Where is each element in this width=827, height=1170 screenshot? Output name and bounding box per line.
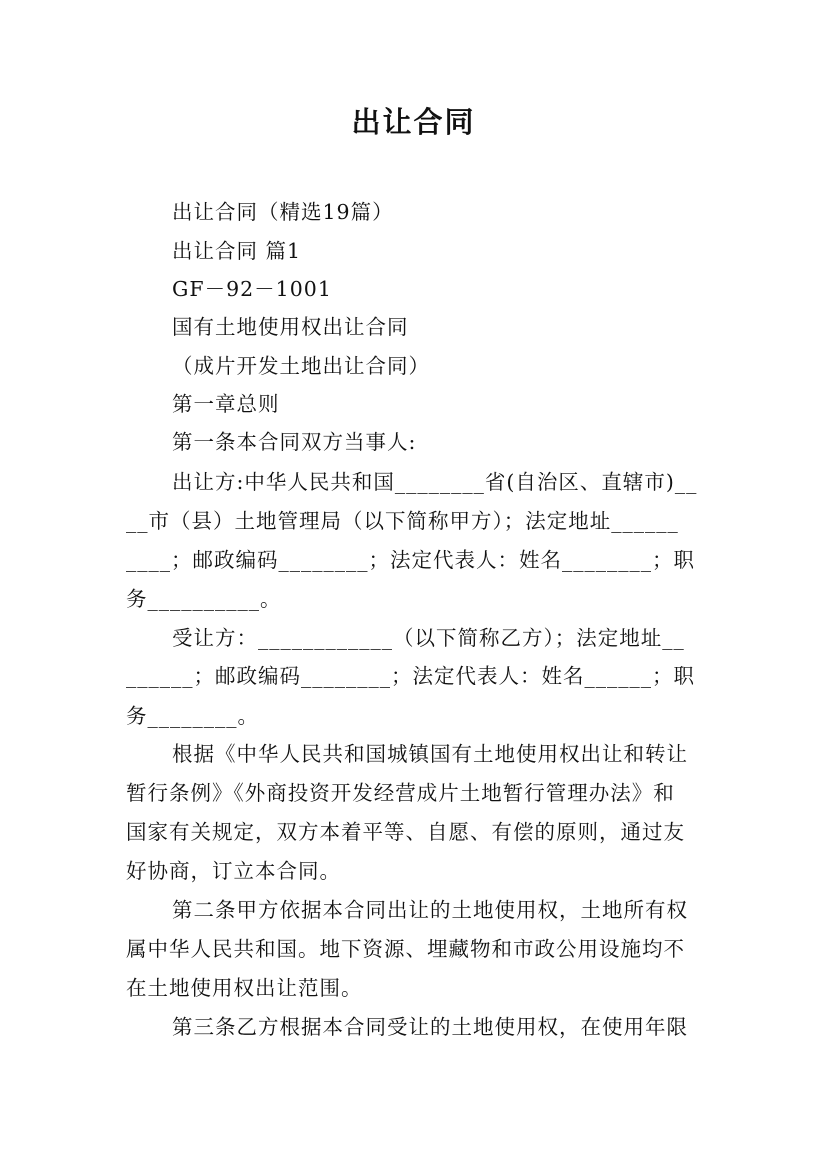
text-line: 在土地使用权出让范围。	[126, 976, 363, 1000]
text-line: __市（县）土地管理局（以下简称甲方）；法定地址______	[126, 509, 679, 533]
text-line: 暂行条例》《外商投资开发经营成片土地暂行管理办法》和	[126, 781, 675, 805]
text-line: 受让方：____________（以下简称乙方）；法定地址__	[172, 626, 685, 650]
text-line: 第二条甲方依据本合同出让的土地使用权，土地所有权	[172, 898, 688, 922]
text-line: 国家有关规定，双方本着平等、自愿、有偿的原则，通过友	[126, 820, 685, 844]
text-line: ______；邮政编码________；法定代表人：姓名______；职	[126, 664, 695, 688]
text-line: ____；邮政编码________；法定代表人：姓名________；职	[126, 548, 695, 572]
text-line: 第一章总则	[172, 392, 280, 416]
text-line: 务__________。	[126, 587, 282, 611]
text-line: （成片开发土地出让合同）	[172, 354, 430, 378]
text-line: GF－92－1001	[172, 277, 332, 301]
text-line: 根据《中华人民共和国城镇国有土地使用权出让和转让	[172, 742, 688, 766]
text-line: 出让合同 篇1	[172, 239, 302, 263]
text-line: 出让方:中华人民共和国________省(自治区、直辖市)__	[172, 470, 698, 494]
text-line: 第三条乙方根据本合同受让的土地使用权，在使用年限	[172, 1015, 688, 1039]
text-line: 国有土地使用权出让合同	[172, 315, 409, 339]
text-line: 第一条本合同双方当事人:	[172, 430, 417, 454]
text-line: 属中华人民共和国。地下资源、埋藏物和市政公用设施均不	[126, 937, 685, 961]
text-line: 出让合同（精选19篇）	[172, 200, 394, 224]
document-title: 出让合同	[351, 105, 476, 139]
text-line: 务________。	[126, 704, 259, 728]
text-line: 好协商，订立本合同。	[126, 859, 341, 883]
